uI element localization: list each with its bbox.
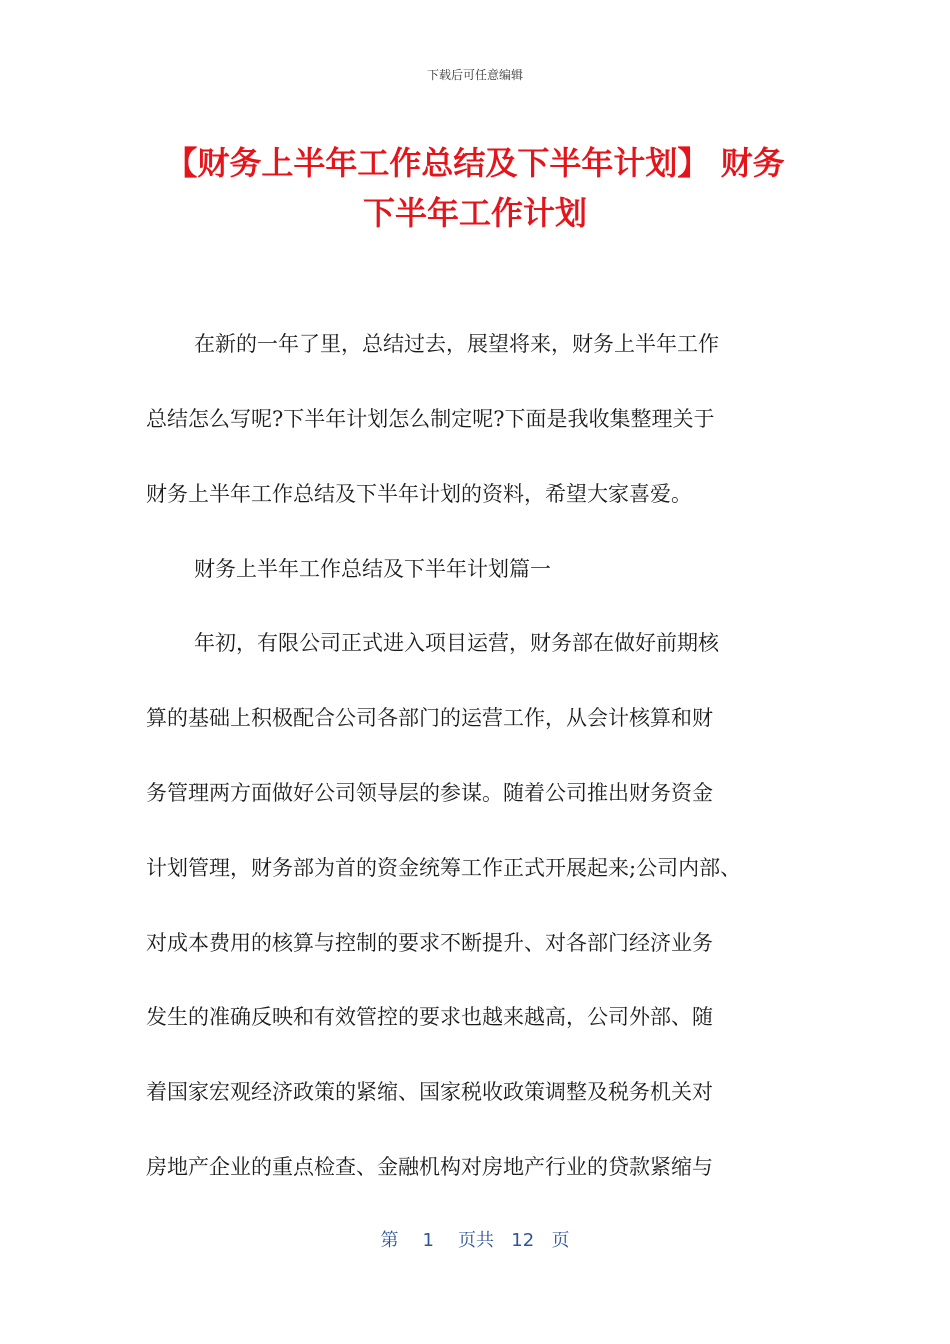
total-pages: 12 xyxy=(511,1230,535,1251)
body-line: 年初，有限公司正式进入项目运营，财务部在做好前期核 xyxy=(194,631,719,655)
body-line: 务管理两方面做好公司领导层的参谋。随着公司推出财务资金 xyxy=(146,781,713,805)
current-page-number: 1 xyxy=(422,1230,434,1251)
page-prefix: 第 xyxy=(380,1230,399,1251)
header-note: 下载后可任意编辑 xyxy=(426,68,523,82)
body-line: 发生的准确反映和有效管控的要求也越来越高，公司外部、随 xyxy=(146,1005,713,1029)
section-heading: 财务上半年工作总结及下半年计划篇一 xyxy=(194,557,551,581)
document-title xyxy=(120,138,830,238)
body-line: 房地产企业的重点检查、金融机构对房地产行业的贷款紧缩与 xyxy=(146,1155,713,1179)
body-line: 总结怎么写呢?下半年计划怎么制定呢?下面是我收集整理关于 xyxy=(146,407,715,431)
body-line: 财务上半年工作总结及下半年计划的资料，希望大家喜爱。 xyxy=(146,482,692,506)
body-line: 计划管理，财务部为首的资金统筹工作正式开展起来;公司内部、 xyxy=(146,856,742,880)
title-line-2: 下半年工作计划 xyxy=(362,194,587,232)
title-line-1: 【财务上半年工作总结及下半年计划】 财务 xyxy=(165,144,785,182)
page-footer xyxy=(0,1226,950,1252)
page-suffix: 页 xyxy=(551,1230,570,1251)
page-mid: 页共 xyxy=(458,1230,494,1251)
body-line: 算的基础上积极配合公司各部门的运营工作，从会计核算和财 xyxy=(146,706,713,730)
body-line: 着国家宏观经济政策的紧缩、国家税收政策调整及税务机关对 xyxy=(146,1080,713,1104)
body-line: 对成本费用的核算与控制的要求不断提升、对各部门经济业务 xyxy=(146,931,713,955)
body-line: 在新的一年了里，总结过去，展望将来，财务上半年工作 xyxy=(194,332,719,356)
